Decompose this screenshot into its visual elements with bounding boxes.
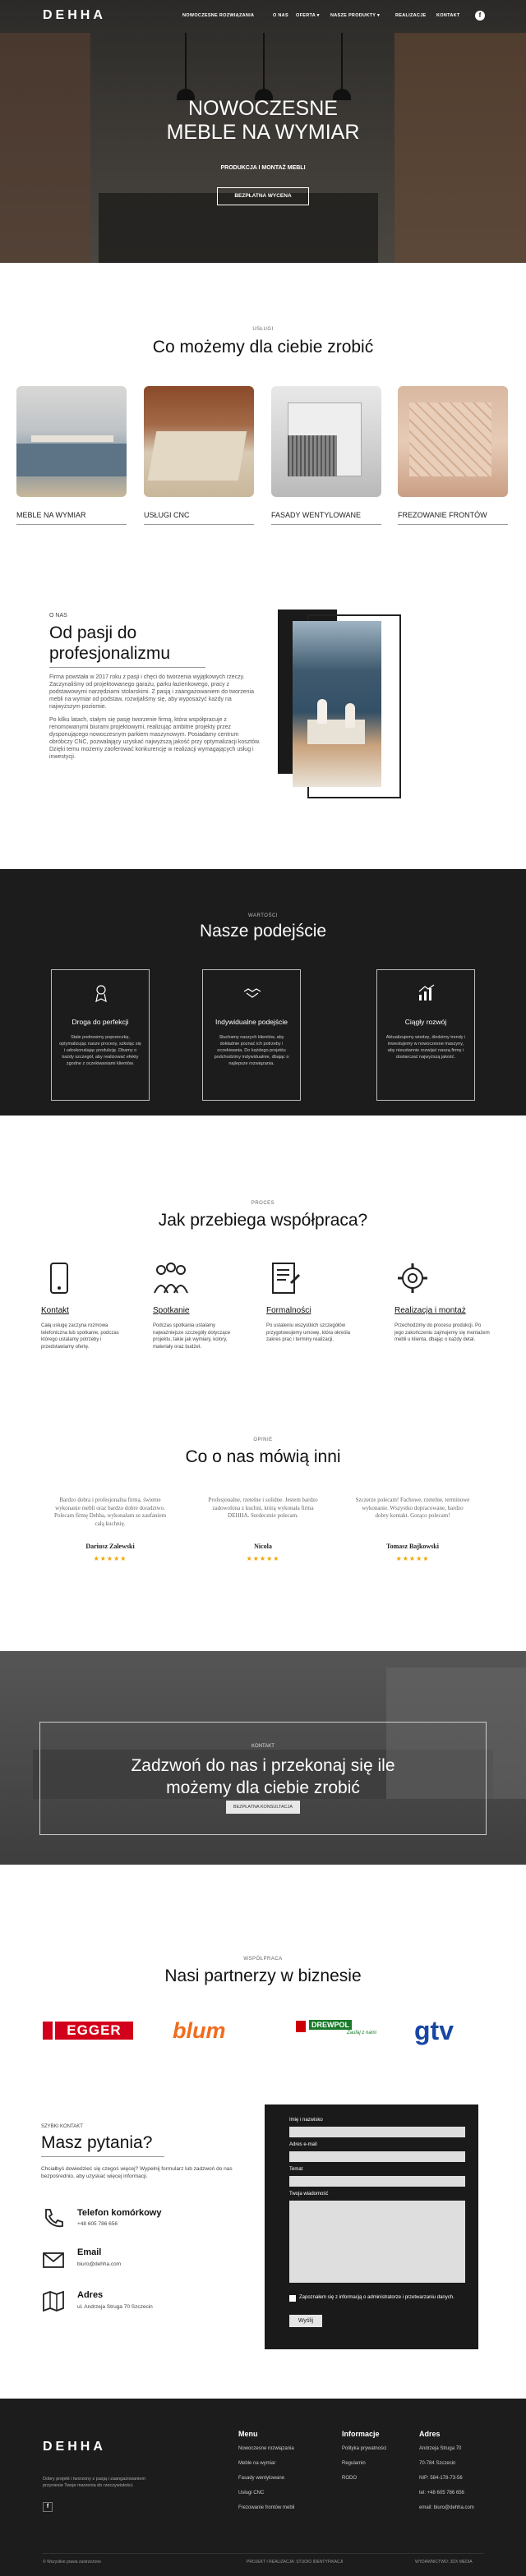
review-stars: ★★★★★ [93, 1555, 127, 1562]
about-kitchen-photo [293, 621, 381, 787]
kitchen-cabinet-image [16, 444, 127, 476]
contact-phone-label: Telefon komórkowy [77, 2208, 162, 2218]
contact-title: Masz pytania? [41, 2133, 153, 2152]
approach-desc: Słuchamy naszych klientów, aby dokładnie poznać ich potrzeby i oczekiwania. Do każdego projektu podchodzimy indywidualnie, dbając o najlepsze rozwiązania. [214, 1035, 289, 1066]
nav-item[interactable]: O NAS [273, 13, 288, 18]
about-paragraph: Po kilku latach, stałym się pasję tworzenie firmą, która współpracuje z renomowanymi biurami projektowymi, realizując ambitne projekty przez dysponującego nowoczesnym parkiem maszynowym. Posiadamy centrum obróbczy CNC, pozwalający uzyskać najwyższą jakość przy optymalizacji kosztów. Dzięki temu możemy zaoferować konkurencję w realizacji wymagających usług i inwestycji. [49, 717, 261, 760]
process-step-desc: Podczas spotkania ustalamy najważniejsze szczegóły dotyczące projektu, takie jak wymiary, kolory, materiały oraz budżet. [153, 1323, 231, 1350]
section-title: Jak przebiega współpraca? [158, 1211, 368, 1230]
form-label: Temat [289, 2167, 303, 2172]
phone-icon [41, 2206, 66, 2231]
hero-cabinet-left [0, 33, 90, 263]
review-author: Nicola [254, 1543, 272, 1550]
drewpol-mark-icon [296, 2021, 306, 2032]
form-label: Twoja wiadomość [289, 2192, 329, 2196]
about-title-line: Od pasji do [49, 623, 137, 642]
submit-button[interactable]: Wyślij [289, 2315, 322, 2327]
footer-link[interactable]: Meble na wymiar [238, 2461, 276, 2466]
footer-credit[interactable]: PROJEKT I REALIZACJA: STUDIO IDENTYFIKACJI [247, 2560, 344, 2564]
process-step-title: Kontakt [41, 1306, 69, 1315]
service-label[interactable]: MEBLE NA WYMIAR [16, 511, 127, 525]
cta-kicker: KONTAKT [251, 1744, 275, 1749]
about-paragraph: Firma powstała w 2017 roku z pasji i chęci do tworzenia wyjątkowych rzeczy. Zaczynaliśmy od projektowanego garażu, parku łazienkowego, pracy z podstawowymi narzędziami stolarskimi. Z pasją i zaangażowaniem do tworzenia mebli na wymiar od podstaw, rozwijaliśmy się, aby wyposażyć każdy na najwyższym poziomie. [49, 674, 254, 710]
egger-wordmark: EGGER [55, 2022, 133, 2040]
section-kicker: USŁUGI [252, 327, 274, 332]
pendant-lamp [341, 33, 343, 90]
gear-icon [394, 1260, 431, 1296]
contract-icon [266, 1260, 302, 1296]
growth-chart-icon [417, 983, 436, 1003]
review-author: Tomasz Bajkowski [386, 1543, 439, 1550]
consent-checkbox[interactable] [289, 2295, 296, 2302]
cta-title [0, 1755, 526, 1799]
divider [49, 667, 205, 668]
facebook-icon[interactable]: f [475, 11, 485, 21]
person-figure-image [317, 699, 327, 724]
approach-title: Ciągły rozwój [404, 1018, 447, 1026]
service-card-milling[interactable] [398, 386, 508, 497]
blum-logo: blum [173, 2018, 226, 2043]
hero-title-line: NOWOCZESNE [188, 97, 338, 120]
footer-logo[interactable]: DEHHA [43, 2440, 106, 2454]
review-text: Szczerze polecam! Fachowe, rzetelne, terminowe wykonanie. Wszystko dopracowane, bardzo dobry kontakt. Gorąco polecam! [355, 1497, 470, 1519]
consent-text: Zapoznałem się z informacją o administratorze i przetwarzaniu danych. [299, 2295, 454, 2300]
footer-link[interactable]: Usługi CNC [238, 2491, 265, 2496]
review-text: Profesjonalne, rzetelne i solidne. Jestem bardzo zadowolona z kuchni, którą wykonała firma DEHHA. Serdecznie polecam. [208, 1497, 318, 1519]
service-label[interactable]: USŁUGI CNC [144, 511, 254, 525]
contact-phone-value[interactable]: +48 605 786 656 [77, 2221, 118, 2227]
approach-title: Indywidualne podejście [215, 1018, 288, 1026]
message-textarea[interactable] [289, 2201, 465, 2283]
service-card-cnc[interactable] [144, 386, 254, 497]
process-step-title: Spotkanie [153, 1306, 190, 1315]
map-icon [41, 2288, 66, 2313]
form-label: Imię i nazwisko [289, 2118, 323, 2123]
service-card-furniture[interactable] [16, 386, 127, 497]
process-step-title: Formalności [266, 1306, 311, 1315]
perfection-icon [91, 983, 111, 1003]
footer-link[interactable]: Regulamin [342, 2461, 366, 2466]
process-step-desc: Przechodzimy do procesu produkcji. Po jego zakończeniu zajmujemy się montażem mebli u klienta, dbając o każdy detal. [394, 1323, 490, 1342]
contact-desc: Chciałbyś dowiedzieć się czegoś więcej? Wypełnij formularz lub zadzwoń do nas bezpośrednio, aby uzyskać więcej informacji. [41, 2166, 233, 2179]
review-author: Dariusz Zalewski [85, 1543, 135, 1550]
contact-kicker: SZYBKI KONTAKT [41, 2124, 83, 2129]
egger-mark-icon [43, 2022, 53, 2040]
subject-input[interactable] [289, 2176, 465, 2187]
nav-item[interactable]: KONTAKT [436, 13, 460, 18]
section-title: Nasze podejście [199, 922, 327, 941]
footer-link[interactable]: Nowoczesne rozwiązania [238, 2446, 294, 2451]
review-text: Bardzo dobra i profesjonalna firma, świetne wykonanie mebli oraz bardzo dobre doradztwo. Polecam firmę Dehha, wykonałam ze zaufaniem całą kuchnię. [53, 1497, 167, 1527]
drewpol-wordmark: DREWPOL [309, 2020, 352, 2030]
approach-desc: Stale podnosimy poprzeczkę, optymalizując nasze procesy, szkoląc się i udoskonalając produkcję. Dbamy o każdy szczegół, aby realizować efekty zgodne z oczekiwaniami klientów. [59, 1035, 141, 1066]
service-label[interactable]: FASADY WENTYLOWANE [271, 511, 381, 525]
copyright-text: © Wszystkie prawa zastrzeżone [43, 2560, 101, 2564]
footer-address-line: NIP: 584-178-73-56 [419, 2476, 463, 2481]
form-label: Adres e-mail [289, 2142, 317, 2147]
envelope-icon [41, 2247, 66, 2272]
footer-link[interactable]: Polityka prywatności [342, 2446, 387, 2451]
contact-email-value[interactable]: biuro@dehha.com [77, 2261, 122, 2267]
drewpol-logo [296, 2017, 388, 2044]
footer-heading: Adres [419, 2430, 441, 2438]
footer-link[interactable]: Frezowanie frontów mebli [238, 2505, 295, 2510]
footer-desc: Dobry projekt i tworzony z pasją i zaangażowaniem przyniesie Twoje marzenia do rzeczywistości. [43, 2477, 146, 2488]
footer-link[interactable]: Fasady wentylowane [238, 2476, 285, 2481]
approach-desc: Aktualizujemy wiedzę, śledzimy trendy i inwestujemy w nowoczesne maszyny, aby nieustannie rozwijać naszą firmę i dostarczać najwyższą jakość. [385, 1035, 466, 1060]
pendant-lamp [263, 33, 265, 90]
cta-title-line: Zadzwoń do nas i przekonaj się ile [131, 1756, 395, 1775]
hero-title [0, 97, 526, 145]
handshake-icon [242, 983, 262, 1003]
process-step-title: Realizacja i montaż [394, 1306, 466, 1315]
footer-heading: Informacje [342, 2430, 380, 2438]
site-logo[interactable]: DEHHA [43, 8, 106, 22]
approach-card [202, 969, 301, 1101]
kitchen-island-image [307, 720, 365, 744]
section-kicker: WSPÓŁPRACA [243, 1957, 283, 1962]
about-title [49, 623, 170, 664]
section-kicker: WARTOŚCI [248, 913, 278, 918]
review-stars: ★★★★★ [246, 1555, 280, 1562]
nav-item[interactable]: NASZE PRODUKTY ▾ [330, 13, 381, 18]
process-step-desc: Po ustaleniu wszystkich szczegółów przygotowujemy umowę, która określa zakres prac i terminy realizacji. [266, 1323, 351, 1342]
section-title: Co o nas mówią inni [185, 1447, 341, 1466]
facebook-icon[interactable]: f [43, 2502, 53, 2512]
name-input[interactable] [289, 2127, 465, 2137]
hero-cabinet-right [394, 33, 526, 263]
footer-address-line[interactable]: email: biuro@dehha.com [419, 2505, 474, 2510]
footer-heading: Menu [238, 2430, 258, 2438]
free-consultation-button[interactable]: BEZPŁATNA KONSULTACJA [226, 1801, 300, 1814]
service-label[interactable]: FREZOWANIE FRONTÓW [398, 511, 508, 525]
footer-address-line: Andrzeja Struga 70 [419, 2446, 462, 2451]
section-kicker: PROCES [251, 1201, 275, 1206]
person-figure-image [345, 703, 355, 728]
about-title-line: profesjonalizmu [49, 644, 171, 663]
phone-icon [41, 1260, 77, 1296]
hero-title-line: MEBLE NA WYMIAR [166, 121, 360, 144]
milled-front-image [409, 402, 491, 476]
footer-address-line: tel: +48 605 786 656 [419, 2491, 464, 2496]
footer-credit[interactable]: WYDAWNICTWO: 3DX MEDIA [415, 2560, 473, 2564]
footer-address-line: 70-784 Szczecin [419, 2461, 456, 2466]
service-card-facade[interactable] [271, 386, 381, 497]
meeting-icon [153, 1260, 189, 1296]
footer-divider [43, 2553, 483, 2554]
gtv-logo: gtv [414, 2016, 454, 2045]
cnc-panel-image [148, 431, 247, 481]
footer-link[interactable]: RODO [342, 2476, 357, 2481]
section-kicker: OPINIE [253, 1438, 273, 1442]
facade-slats-image [288, 435, 337, 476]
contact-address-value: ul. Andrzeja Struga 70 Szczecin [77, 2304, 153, 2310]
nav-item[interactable]: OFERTA ▾ [296, 13, 320, 18]
approach-title: Droga do perfekcji [72, 1018, 129, 1026]
drewpol-tagline: Zaufaj z nami [347, 2031, 377, 2036]
contact-email-label: Email [77, 2247, 102, 2257]
cta-title-line: możemy dla ciebie zrobić [166, 1778, 360, 1797]
section-title: Co możemy dla ciebie zrobić [152, 338, 374, 356]
free-quote-button[interactable]: BEZPŁATNA WYCENA [217, 187, 309, 205]
process-step-desc: Całą usługę zaczyna rozmowa telefoniczna lub spotkanie, podczas którego ustalamy potrzeby i przedstawiamy ofertę. [41, 1323, 119, 1350]
nav-item[interactable]: NOWOCZESNE ROZWIĄZANIA [182, 13, 255, 18]
nav-item[interactable]: REALIZACJE [395, 13, 427, 18]
approach-card [51, 969, 150, 1101]
kitchen-countertop-image [31, 435, 113, 442]
contact-address-label: Adres [77, 2290, 104, 2300]
egger-logo [43, 2017, 133, 2044]
section-title: Nasi partnerzy w biznesie [164, 1966, 362, 1985]
hero-subtitle: PRODUKCJA I MONTAŻ MEBLI [220, 165, 306, 171]
pendant-lamp [185, 33, 187, 90]
about-kicker: O NAS [49, 613, 67, 619]
approach-card [376, 969, 475, 1101]
email-input[interactable] [289, 2151, 465, 2162]
divider [41, 2156, 164, 2157]
review-stars: ★★★★★ [395, 1555, 430, 1562]
